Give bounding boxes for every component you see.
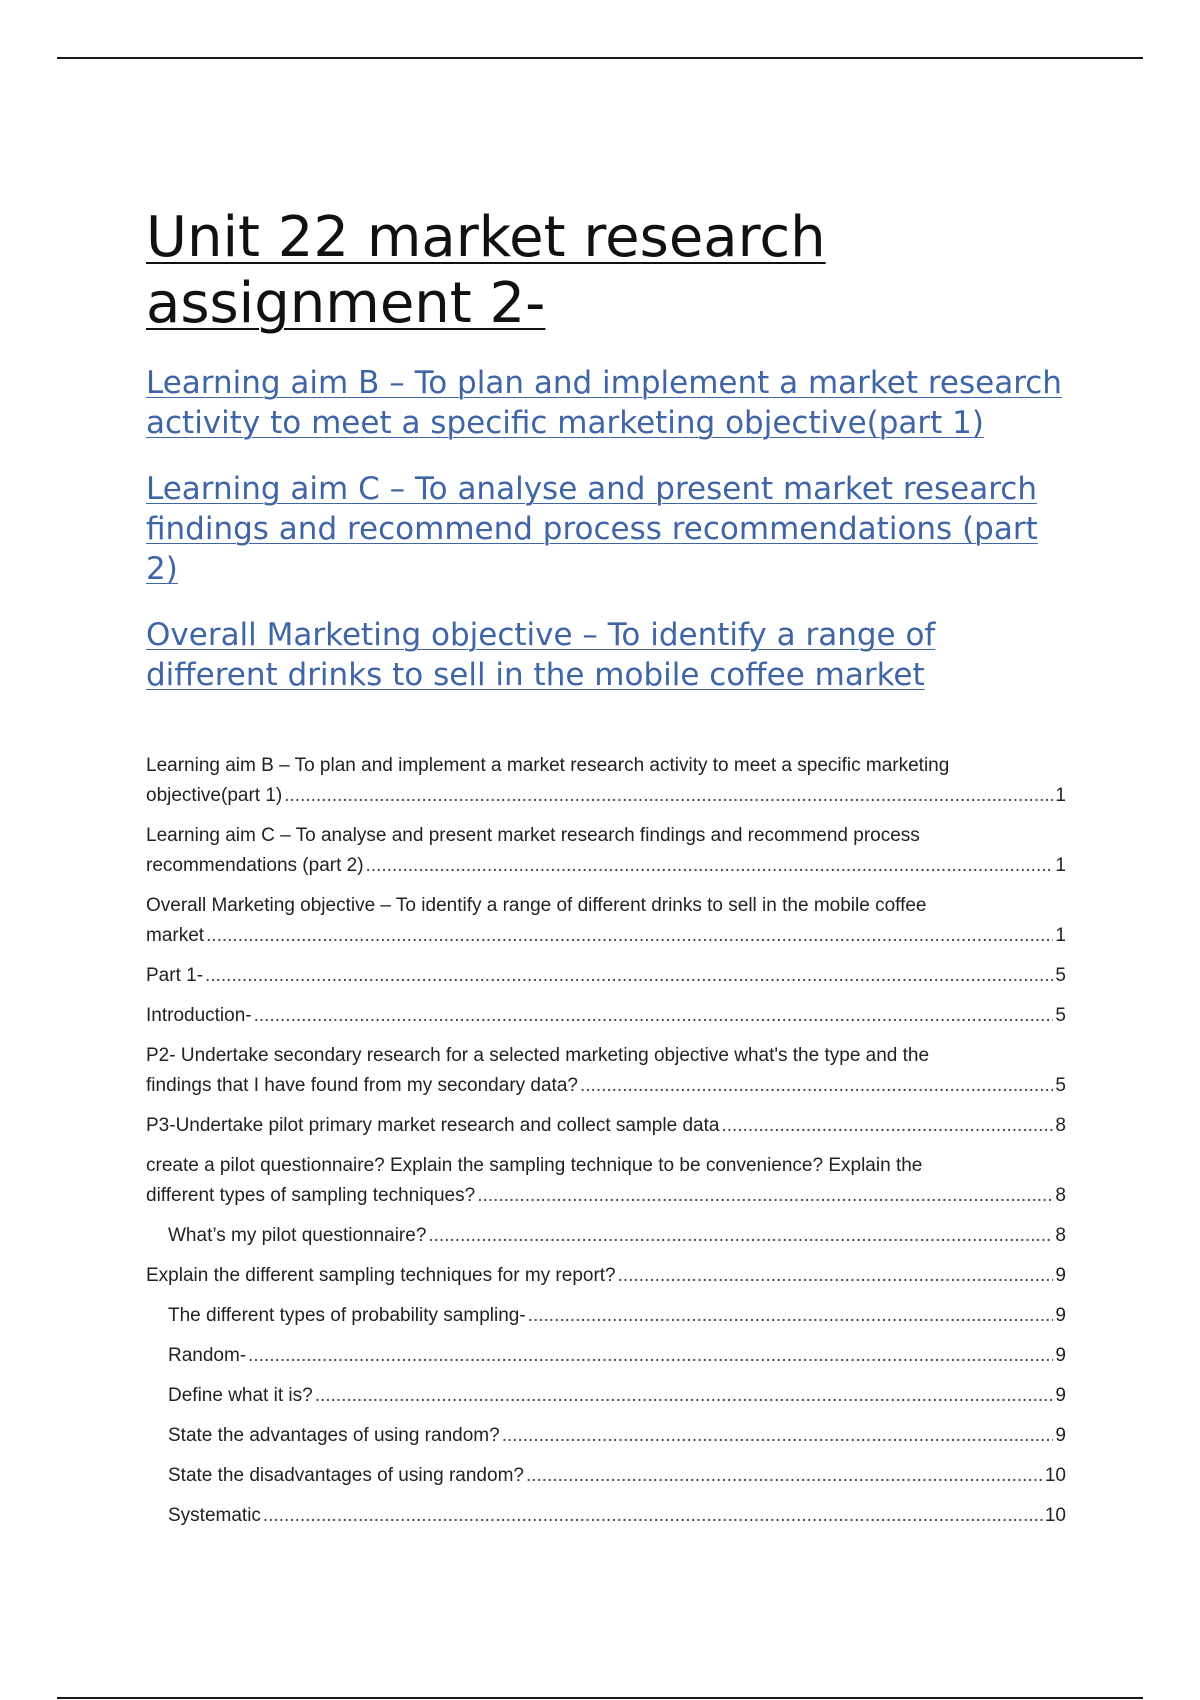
toc-entry-text: What’s my pilot questionnaire? [168,1225,427,1246]
toc-entry[interactable] [146,1261,1066,1291]
heading-learning-aim-c[interactable]: Learning aim C – To analyse and present market research findings and recommend process recommendations (part 2) [146,471,1038,587]
toc-entry-text-line: Learning aim B – To plan and implement a market research activity to meet a specific marketing [146,755,950,776]
page-content [146,205,1066,1541]
toc-page-number: 8 [1055,1185,1066,1206]
toc-dot-leader [580,1071,1053,1101]
toc-page-number: 1 [1055,925,1066,946]
top-rule [57,57,1143,59]
toc-page-number: 8 [1055,1225,1066,1246]
toc-entry[interactable] [146,1041,1066,1101]
toc-entry-text: Explain the different sampling techniques for my report? [146,1265,616,1286]
toc-entry[interactable] [146,961,1066,991]
toc-page-number: 9 [1055,1385,1066,1406]
toc-entry[interactable] [146,1301,1066,1331]
toc-entry-text: Part 1- [146,965,204,986]
toc-dot-leader [428,1221,1053,1251]
toc-page-number: 9 [1055,1345,1066,1366]
toc-entry[interactable] [146,1221,1066,1251]
toc-dot-leader [284,781,1053,811]
toc-entry-text: State the advantages of using random? [168,1425,500,1446]
toc-entry-text-line: Overall Marketing objective – To identify a range of different drinks to sell in the mobile coffee [146,895,927,916]
heading-learning-aim-b[interactable]: Learning aim B – To plan and implement a market research activity to meet a specific marketing objective(part 1) [146,365,1062,441]
toc-entry-text: The different types of probability sampling- [168,1305,526,1326]
toc-entry[interactable] [146,1341,1066,1371]
toc-dot-leader [315,1381,1054,1411]
toc-page-number: 9 [1055,1305,1066,1326]
toc-entry[interactable] [146,751,1066,811]
toc-entry-text: market [146,925,205,946]
toc-dot-leader [477,1181,1053,1211]
toc-entry[interactable] [146,821,1066,881]
toc-entry[interactable] [146,1461,1066,1491]
toc-dot-leader [254,1001,1054,1031]
toc-dot-leader [248,1341,1053,1371]
heading-overall-objective[interactable]: Overall Marketing objective – To identify a range of different drinks to sell in the mobile coffee market [146,617,936,693]
toc-dot-leader [366,851,1054,881]
toc-dot-leader [528,1301,1054,1331]
toc-entry-text: findings that I have found from my secondary data? [146,1075,578,1096]
toc-entry[interactable] [146,1421,1066,1451]
toc-dot-leader [206,921,1053,951]
toc-entry-text: Systematic [168,1505,261,1526]
toc-entry-text: P3-Undertake pilot primary market research and collect sample data [146,1115,720,1136]
toc-entry-text: Introduction- [146,1005,252,1026]
toc-entry[interactable] [146,1501,1066,1531]
toc-page-number: 5 [1055,1075,1066,1096]
toc-entry-text: different types of sampling techniques? [146,1185,476,1206]
toc-entry-text: recommendations (part 2) [146,855,364,876]
toc-dot-leader [721,1111,1053,1141]
toc-entry-text-line: Learning aim C – To analyse and present market research findings and recommend process [146,825,920,846]
toc-entry-text: Define what it is? [168,1385,313,1406]
toc-page-number: 5 [1055,1005,1066,1026]
toc-page-number: 10 [1044,1465,1066,1486]
toc-page-number: 10 [1044,1505,1066,1526]
bottom-rule [57,1697,1143,1699]
document-title: Unit 22 market research assignment 2- [146,205,826,336]
toc-page-number: 9 [1055,1265,1066,1286]
toc-entry[interactable] [146,1111,1066,1141]
toc-entry-text: Random- [168,1345,247,1366]
toc-entry[interactable] [146,1151,1066,1211]
toc-entry[interactable] [146,1001,1066,1031]
toc-page-number: 1 [1055,855,1066,876]
toc-entry-text-line: P2- Undertake secondary research for a selected marketing objective what's the type and the [146,1045,930,1066]
toc-entry[interactable] [146,1381,1066,1411]
toc-entry-text-line: create a pilot questionnaire? Explain the sampling technique to be convenience? Explain the [146,1155,923,1176]
toc-entry[interactable] [146,891,1066,951]
toc-dot-leader [263,1501,1043,1531]
toc-dot-leader [502,1421,1054,1451]
toc-page-number: 8 [1055,1115,1066,1136]
toc-page-number: 1 [1055,785,1066,806]
toc-page-number: 9 [1055,1425,1066,1446]
table-of-contents [146,751,1066,1531]
toc-entry-text: State the disadvantages of using random? [168,1465,524,1486]
toc-dot-leader [205,961,1053,991]
toc-dot-leader [618,1261,1054,1291]
toc-page-number: 5 [1055,965,1066,986]
toc-entry-text: objective(part 1) [146,785,283,806]
toc-dot-leader [526,1461,1043,1491]
